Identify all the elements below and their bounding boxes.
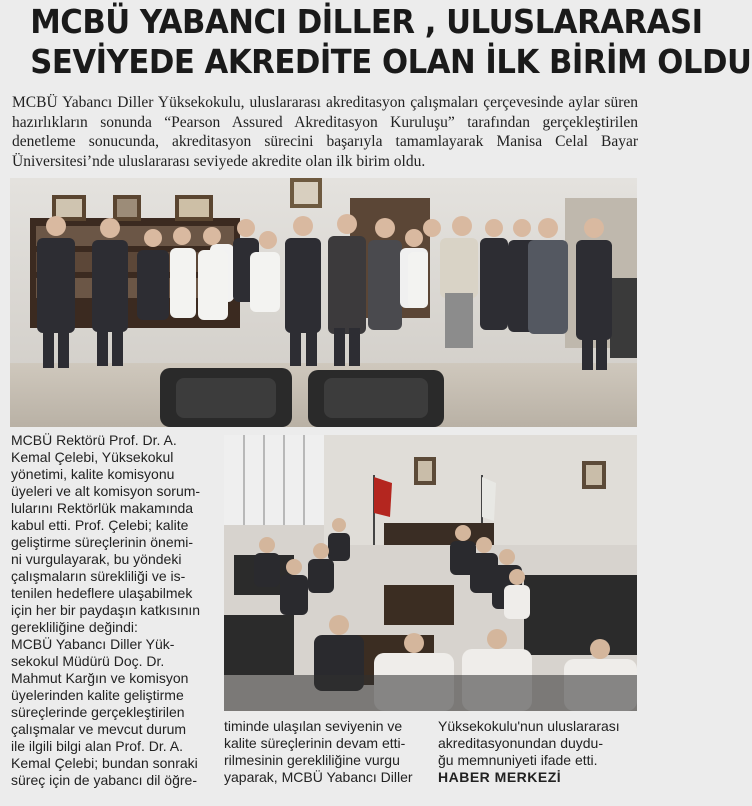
headline-line-1: MCBÜ YABANCI DİLLER , ULUSLARARASI xyxy=(30,2,703,41)
column-1-paragraph-2: MCBÜ Yabancı Diller Yük- sekokul Müdürü Doç. Dr. Mahmut Karğın ve komisyon üyelerinden kalite geliştirme süreçlerinde gerçekleştirilen çalışmalar ve mevcut durum ile ilgili bilgi alan Prof. Dr. A. Kemal Çelebi; bundan sonraki süreç için de yabancı dil öğre- xyxy=(11,636,198,788)
headline-line-2: SEVİYEDE AKREDİTE OLAN İLK BİRİM OLDU xyxy=(30,42,752,81)
column-1-paragraph-1: MCBÜ Rektörü Prof. Dr. A. Kemal Çelebi, Yüksekokul yönetimi, kalite komisyonu üyeleri ve alt komisyon sorum- lularını Rektörlük makamında kabul etti. Prof. Çelebi; kalite geliştirme süreçlerinin önemi- ni vurgulayarak, bu yöndeki çalışmaların sürekliliği ve is- tenilen hedeflere ulaşabilmek için her bir paydaşın katkısının gerekliliğine değindi: xyxy=(11,432,201,635)
meeting-photo xyxy=(224,435,637,711)
byline: HABER MERKEZİ xyxy=(438,769,562,785)
lead-paragraph: MCBÜ Yabancı Diller Yüksekokulu, uluslararası akreditasyon çalışmaları çerçevesinde aylar süren hazırlıkların sonunda “Pearson Assured Akreditasyon Kuruluşu” tarafından gerçekleştirilen denetleme sonucunda, akreditasyon sürecini başarıyla tamamlayarak Manisa Celal Bayar Üniversitesi’nde uluslararası seviyede akredite olan ilk birim oldu. xyxy=(12,94,638,170)
group-photo xyxy=(10,178,637,427)
headline xyxy=(8,2,752,82)
article-column-3: Yüksekokulu'nun uluslararası akreditasyonundan duydu- ğu memnuniyeti ifade etti. HABER MERKEZİ xyxy=(438,718,638,786)
article-column-1 xyxy=(11,432,216,789)
article-column-2: timinde ulaşılan seviyenin ve kalite süreçlerinin devam etti- rilmesinin gerekliliğine vurgu yaparak, MCBÜ Yabancı Diller xyxy=(224,718,413,785)
